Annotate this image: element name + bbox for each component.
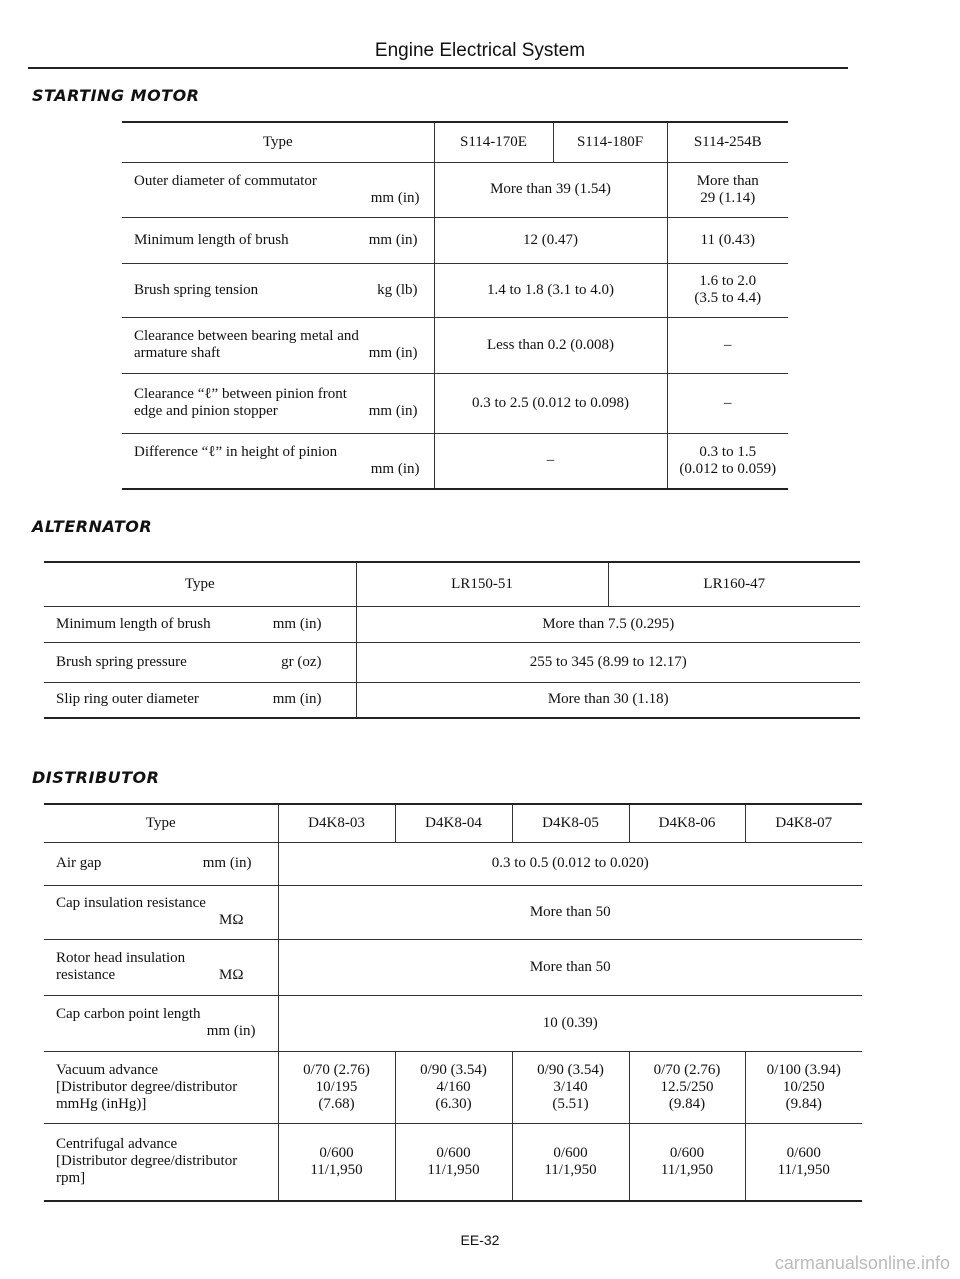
row-value: 0.3 to 2.5 (0.012 to 0.098) <box>434 373 667 433</box>
row-value: 0/90 (3.54) <box>420 1061 487 1078</box>
page-header: Engine Electrical System <box>374 40 586 61</box>
type-d4k8-07: D4K8-07 <box>745 804 862 842</box>
row-label: Cap insulation resistance <box>56 895 206 911</box>
table-row <box>44 1051 862 1123</box>
row-label: Vacuum advance <box>56 1061 159 1078</box>
row-value: – <box>667 317 788 373</box>
row-label: resistance <box>56 967 116 983</box>
row-label: Brush spring pressure <box>56 653 187 670</box>
alternator-type-row <box>44 562 860 606</box>
table-row <box>44 842 862 885</box>
type-lr150-51: LR150-51 <box>356 562 608 606</box>
row-value: 0/90 (3.54) <box>537 1061 604 1078</box>
row-unit: mm (in) <box>272 615 322 632</box>
row-value: 11 (0.43) <box>667 217 788 263</box>
type-d4k8-03: D4K8-03 <box>278 804 395 842</box>
row-value: 1.6 to 2.0 <box>699 273 757 289</box>
row-unit: mm (in) <box>368 403 418 419</box>
row-unit: mm (in) <box>202 855 252 871</box>
row-label: Clearance “ℓ” between pinion front <box>134 386 347 402</box>
table-row <box>44 606 860 642</box>
row-value: 12.5/250 <box>660 1078 714 1095</box>
type-label: Type <box>44 562 356 606</box>
row-label: Difference “ℓ” in height of pinion <box>134 443 338 460</box>
row-unit: kg (lb) <box>377 281 418 298</box>
header-rule <box>28 67 848 69</box>
table-row <box>44 939 862 995</box>
row-value: – <box>434 433 667 489</box>
row-unit: mm (in) <box>370 189 420 206</box>
alternator-title: ALTERNATOR <box>32 517 153 536</box>
row-unit: MΩ <box>219 912 244 928</box>
row-value: More than <box>696 172 759 189</box>
row-value: 10 (0.39) <box>278 995 862 1051</box>
watermark: carmanualsonline.info <box>774 1253 950 1273</box>
distributor-table <box>44 803 862 1202</box>
row-value: 12 (0.47) <box>434 217 667 263</box>
type-s114-170e: S114-170E <box>434 122 553 162</box>
row-value: (5.51) <box>552 1095 589 1112</box>
distributor-title: DISTRIBUTOR <box>32 768 160 787</box>
starting-motor-table <box>122 121 788 490</box>
row-value: – <box>667 373 788 433</box>
row-value: 0/600 <box>669 1144 705 1161</box>
table-row <box>122 373 788 433</box>
row-label: rpm] <box>56 1170 86 1187</box>
row-value: 0/600 <box>319 1144 354 1161</box>
type-label: Type <box>44 804 278 842</box>
row-value: 11/1,950 <box>427 1161 480 1178</box>
row-value: 11/1,950 <box>777 1161 830 1178</box>
row-unit: mm (in) <box>206 1023 256 1039</box>
starting-motor-title: STARTING MOTOR <box>32 86 200 105</box>
row-label: Clearance between bearing metal and <box>134 328 359 344</box>
row-label: Air gap <box>56 855 102 871</box>
table-row <box>122 263 788 317</box>
row-value: 29 (1.14) <box>700 189 756 206</box>
table-row <box>44 642 860 682</box>
row-value: 3/140 <box>553 1078 588 1095</box>
row-label: edge and pinion stopper <box>134 403 278 419</box>
row-value: 0/600 <box>553 1144 588 1161</box>
row-value: (0.012 to 0.059) <box>679 460 777 477</box>
starting-motor-type-row <box>122 122 788 162</box>
row-value: 11/1,950 <box>310 1161 363 1178</box>
row-value: 0.3 to 0.5 (0.012 to 0.020) <box>278 842 862 885</box>
row-label: Brush spring tension <box>134 281 259 298</box>
row-label: Minimum length of brush <box>134 231 289 248</box>
row-value: 1.4 to 1.8 (3.1 to 4.0) <box>434 263 667 317</box>
table-row <box>44 995 862 1051</box>
row-unit: mm (in) <box>272 691 322 708</box>
type-label: Type <box>122 122 434 162</box>
row-label: Outer diameter of commutator <box>134 172 317 189</box>
table-row <box>122 217 788 263</box>
page-number: EE-32 <box>460 1232 500 1248</box>
row-unit: gr (oz) <box>281 653 322 670</box>
row-value: 0/70 (2.76) <box>653 1061 721 1078</box>
type-s114-254b: S114-254B <box>667 122 788 162</box>
table-row <box>122 162 788 217</box>
row-value: More than 50 <box>278 885 862 939</box>
table-row <box>122 317 788 373</box>
row-unit: mm (in) <box>368 231 418 248</box>
table-row <box>44 1123 862 1201</box>
row-value: 0/100 (3.94) <box>766 1061 841 1078</box>
row-label: Minimum length of brush <box>56 615 211 632</box>
row-value: 0/600 <box>786 1144 821 1161</box>
distributor-type-row <box>44 804 862 842</box>
row-value: 0.3 to 1.5 <box>699 443 757 460</box>
row-unit: mm (in) <box>370 460 420 477</box>
row-value: 10/195 <box>315 1078 358 1095</box>
row-value: 11/1,950 <box>544 1161 597 1178</box>
row-unit: MΩ <box>219 967 244 983</box>
row-value: 11/1,950 <box>660 1161 714 1178</box>
row-value: More than 50 <box>278 939 862 995</box>
row-label: mmHg (inHg)] <box>56 1095 147 1112</box>
row-value: More than 7.5 (0.295) <box>356 606 860 642</box>
type-lr160-47: LR160-47 <box>608 562 860 606</box>
table-row <box>122 433 788 489</box>
row-label: armature shaft <box>134 345 221 361</box>
row-value: 4/160 <box>436 1078 471 1095</box>
type-d4k8-06: D4K8-06 <box>629 804 745 842</box>
row-value: (6.30) <box>435 1095 472 1112</box>
row-value: More than 39 (1.54) <box>434 162 667 217</box>
row-value: 10/250 <box>782 1078 825 1095</box>
row-label: Slip ring outer diameter <box>56 691 199 708</box>
row-value: Less than 0.2 (0.008) <box>434 317 667 373</box>
type-d4k8-04: D4K8-04 <box>395 804 512 842</box>
row-unit: mm (in) <box>368 345 418 361</box>
row-label: Centrifugal advance <box>56 1136 178 1153</box>
type-d4k8-05: D4K8-05 <box>512 804 629 842</box>
row-label: Cap carbon point length <box>56 1006 201 1022</box>
row-label: [Distributor degree/distributor <box>56 1078 238 1095</box>
row-value: 0/600 <box>436 1144 471 1161</box>
row-value: (9.84) <box>785 1095 822 1112</box>
alternator-table <box>44 561 860 719</box>
table-row <box>44 682 860 718</box>
row-value: (9.84) <box>668 1095 706 1112</box>
row-value: 0/70 (2.76) <box>303 1061 370 1078</box>
row-value: (7.68) <box>318 1095 355 1112</box>
type-s114-180f: S114-180F <box>553 122 667 162</box>
row-label: [Distributor degree/distributor <box>56 1153 238 1170</box>
row-label: Rotor head insulation <box>56 950 186 966</box>
row-value: (3.5 to 4.4) <box>694 290 762 306</box>
table-row <box>44 885 862 939</box>
row-value: 255 to 345 (8.99 to 12.17) <box>356 642 860 682</box>
row-value: More than 30 (1.18) <box>356 682 860 718</box>
